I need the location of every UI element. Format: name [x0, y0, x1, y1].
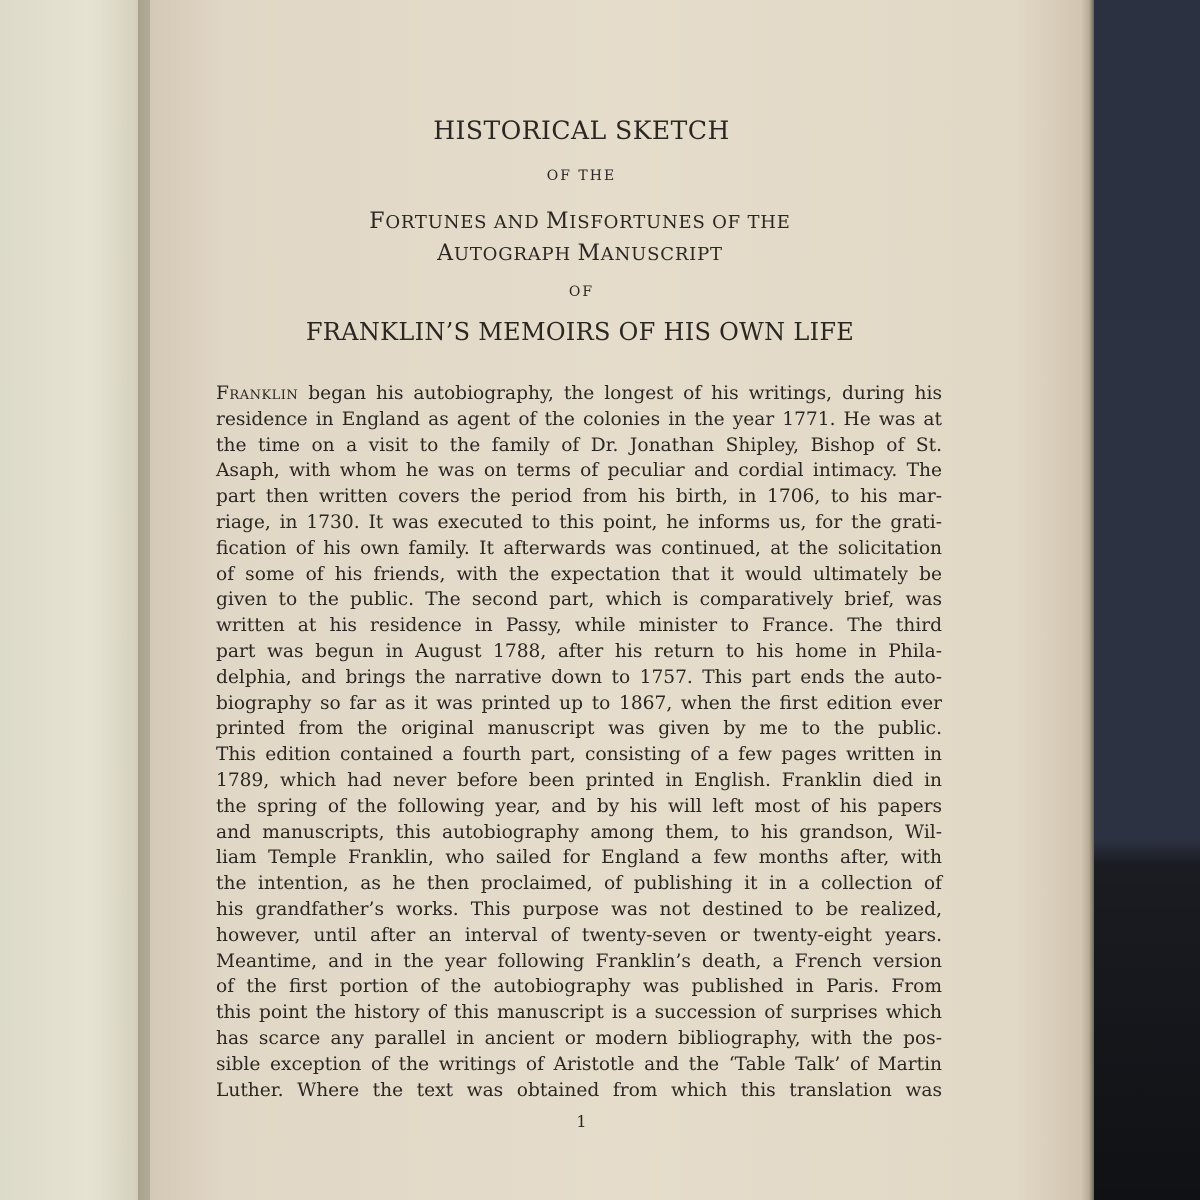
body-line: Meantime, and in the year following Franklin’s death, a French version	[216, 950, 942, 972]
body-line: this point the history of this manuscript is a succession of surprises which	[216, 1002, 942, 1024]
body-line: part was begun in August 1788, after his return to his home in Phila-	[216, 640, 942, 662]
lead-word: Franklin	[216, 383, 299, 404]
body-line: of some of his friends, with the expectation that it would ultimately be	[216, 563, 942, 585]
body-line: Franklin began his autobiography, the longest of his writings, during his	[216, 383, 942, 404]
body-line: and manuscripts, this autobiography among them, to his grandson, Wil-	[216, 821, 942, 843]
body-line: delphia, and brings the narrative down to 1757. This part ends the auto-	[216, 666, 942, 688]
body-line: written at his residence in Passy, while minister to France. The third	[216, 615, 942, 637]
body-line: the time on a visit to the family of Dr. Jonathan Shipley, Bishop of St.	[216, 434, 942, 456]
body-line: residence in England as agent of the colonies in the year 1771. He was at	[216, 408, 942, 430]
body-line: of the first portion of the autobiography was published in Paris. From	[216, 976, 942, 998]
body-line: 1789, which had never before been printed in English. Franklin died in	[216, 769, 942, 791]
subtitle-of-the: OF THE	[546, 168, 617, 184]
body-line: his grandfather’s works. This purpose was not destined to be realized,	[216, 898, 942, 920]
subtitle-of: OF	[568, 284, 595, 300]
body-line: riage, in 1730. It was executed to this point, he informs us, for the grati-	[216, 511, 942, 533]
subtitle-fortunes	[0, 206, 1160, 270]
body-line: the intention, as he then proclaimed, of publishing it in a collection of	[216, 873, 942, 895]
body-line: the spring of the following year, and by his will left most of his papers	[216, 795, 942, 817]
subtitle-line-2: AUTOGRAPH MANUSCRIPT	[437, 241, 723, 266]
body-line: sible exception of the writings of Aristotle and the ‘Table Talk’ of Martin	[216, 1053, 942, 1075]
body-line: Asaph, with whom he was on terms of peculiar and cordial intimacy. The	[216, 460, 942, 482]
body-line: given to the public. The second part, which is comparatively brief, was	[216, 589, 942, 611]
body-line: Luther. Where the text was obtained from which this translation was	[216, 1079, 942, 1101]
body-line: fication of his own family. It afterwards was continued, at the solicitation	[216, 537, 942, 559]
page-number: 1	[576, 1112, 587, 1131]
body-line: has scarce any parallel in ancient or modern bibliography, with the pos-	[216, 1027, 942, 1049]
body-line: printed from the original manuscript was given by me to the public.	[216, 718, 942, 740]
body-line: however, until after an interval of twenty-seven or twenty-eight years.	[216, 924, 942, 946]
subtitle-line-1: FORTUNES AND MISFORTUNES OF THE	[369, 209, 791, 234]
body-paragraph	[216, 381, 942, 1103]
body-line: liam Temple Franklin, who sailed for England a few months after, with	[216, 847, 942, 869]
body-line: This edition contained a fourth part, consisting of a few pages written in	[216, 744, 942, 766]
title: HISTORICAL SKETCH	[433, 116, 730, 145]
body-line: part then written covers the period from his birth, in 1706, to his mar-	[216, 486, 942, 508]
subject-heading: FRANKLIN’S MEMOIRS OF HIS OWN LIFE	[305, 318, 855, 346]
body-line: biography so far as it was printed up to 1867, when the first edition ever	[216, 692, 942, 714]
